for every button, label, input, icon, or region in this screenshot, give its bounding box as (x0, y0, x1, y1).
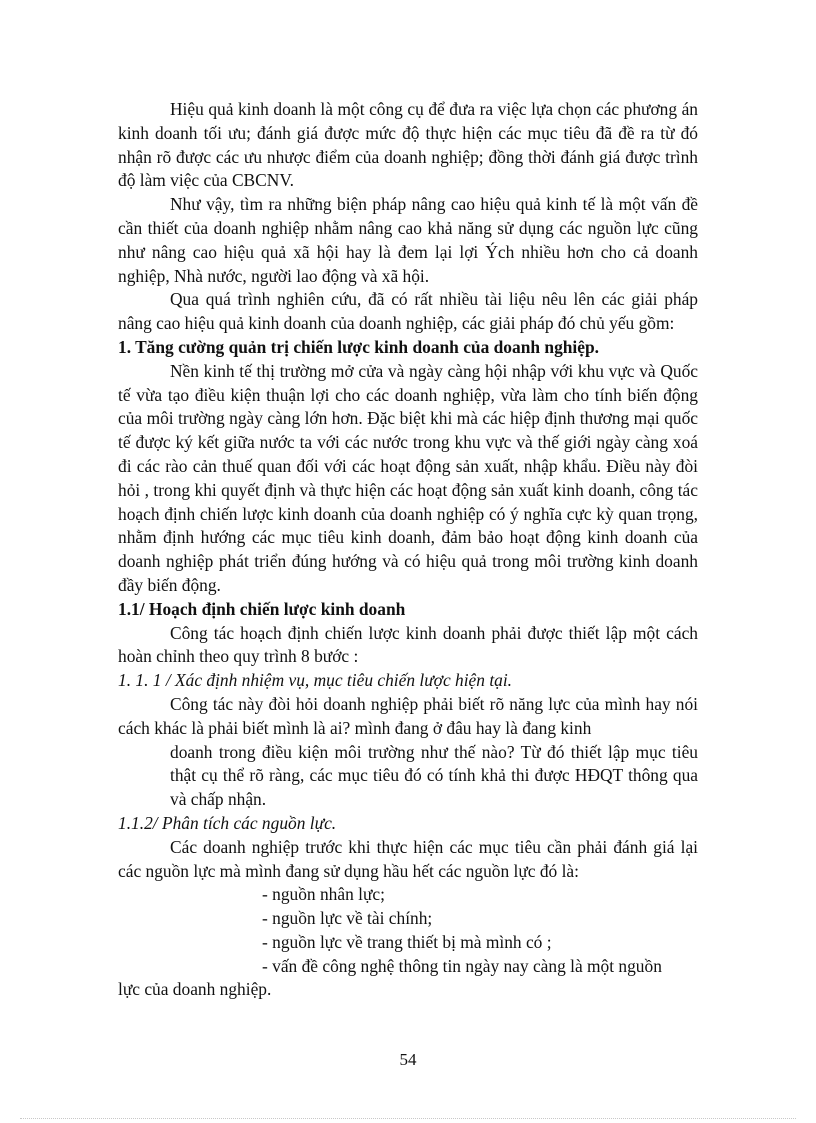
paragraph-capability-b: doanh trong điều kiện môi trường như thế nào? Từ đó thiết lập mục tiêu thật cụ thể rõ ràng, các mục tiêu đó có tính khả thi được HĐQT thông qua và chấp nhận. (170, 741, 698, 810)
list-item: - nguồn lực về tài chính; (262, 908, 433, 929)
document-body (118, 98, 698, 1002)
paragraph-resources: Các doanh nghiệp trước khi thực hiện các mục tiêu cần phải đánh giá lại các nguồn lực mà mình đang sử dụng hầu hết các nguồn lực đó là: (118, 836, 698, 881)
paragraph-capability-a: Công tác này đòi hỏi doanh nghiệp phải biết rõ năng lực của mình hay nói cách khác là phải biết mình là ai? mình đang ở đâu hay là đang kinh (118, 693, 698, 738)
section-heading-1: 1. Tăng cường quản trị chiến lược kinh doanh của doanh nghiệp. (118, 336, 600, 357)
page-bottom-rule (20, 1118, 796, 1119)
subsection-heading-1-1-1: 1. 1. 1 / Xác định nhiệm vụ, mục tiêu chiến lược hiện tại. (118, 670, 513, 691)
list-item: - nguồn nhân lực; (262, 884, 385, 905)
paragraph-planning-process: Công tác hoạch định chiến lược kinh doanh phải được thiết lập một cách hoàn chỉnh theo quy trình 8 bước : (118, 622, 698, 667)
paragraph-market-economy: Nền kinh tế thị trường mở cửa và ngày càng hội nhập với khu vực và Quốc tế vừa tạo điều kiện thuận lợi cho các doanh nghiệp, vừa làm cho tính biến động của môi trường ngày càng lớn hơn. Đặc biệt khi mà các hiệp định thương mại quốc tế được ký kết giữa nước ta với các nước trong khu vực và thế giới ngày càng xoá đi các rào cản thuế quan đối với các hoạt động sản xuất, nhập khẩu. Điều này đòi hỏi , trong khi quyết định và thực hiện các hoạt động sản xuất kinh doanh, công tác hoạch định chiến lược kinh doanh của doanh nghiệp có ý nghĩa cực kỳ quan trọng, nhằm định hướng các mục tiêu kinh doanh, đảm bảo hoạt động kinh doanh của doanh nghiệp phát triển đúng hướng và có hiệu quả trong môi trường kinh doanh đầy biến động. (118, 360, 698, 595)
section-heading-1-1: 1.1/ Hoạch định chiến lược kinh doanh (118, 598, 406, 619)
page-number: 54 (399, 1050, 417, 1069)
subsection-heading-1-1-2: 1.1.2/ Phân tích các nguồn lực. (118, 812, 337, 833)
list-item: - nguồn lực về trang thiết bị mà mình có ; (262, 931, 552, 952)
paragraph-measures: Như vậy, tìm ra những biện pháp nâng cao hiệu quả kinh tế là một vấn đề cần thiết của doanh nghiệp nhằm nâng cao khả năng sử dụng các nguồn lực cũng như nâng cao hiệu quả xã hội hay là đem lại lợi Ých nhiều hơn cho cả doanh nghiệp, Nhà nước, người lao động và xã hội. (118, 194, 698, 286)
paragraph-efficiency-tool: Hiệu quả kinh doanh là một công cụ để đưa ra việc lựa chọn các phương án kinh doanh tối ưu; đánh giá được mức độ thực hiện các mục tiêu đã đề ra từ đó nhận rõ được các ưu nhược điểm của doanh nghiệp; đồng thời đánh giá được trình độ làm việc của CBCNV. (118, 99, 698, 191)
list-item: - vấn đề công nghệ thông tin ngày nay càng là một nguồn (262, 955, 662, 976)
list-item-continuation: lực của doanh nghiệp. (118, 979, 272, 1000)
paragraph-research: Qua quá trình nghiên cứu, đã có rất nhiều tài liệu nêu lên các giải pháp nâng cao hiệu quả kinh doanh của doanh nghiệp, các giải pháp đó chủ yếu gồm: (118, 289, 698, 334)
